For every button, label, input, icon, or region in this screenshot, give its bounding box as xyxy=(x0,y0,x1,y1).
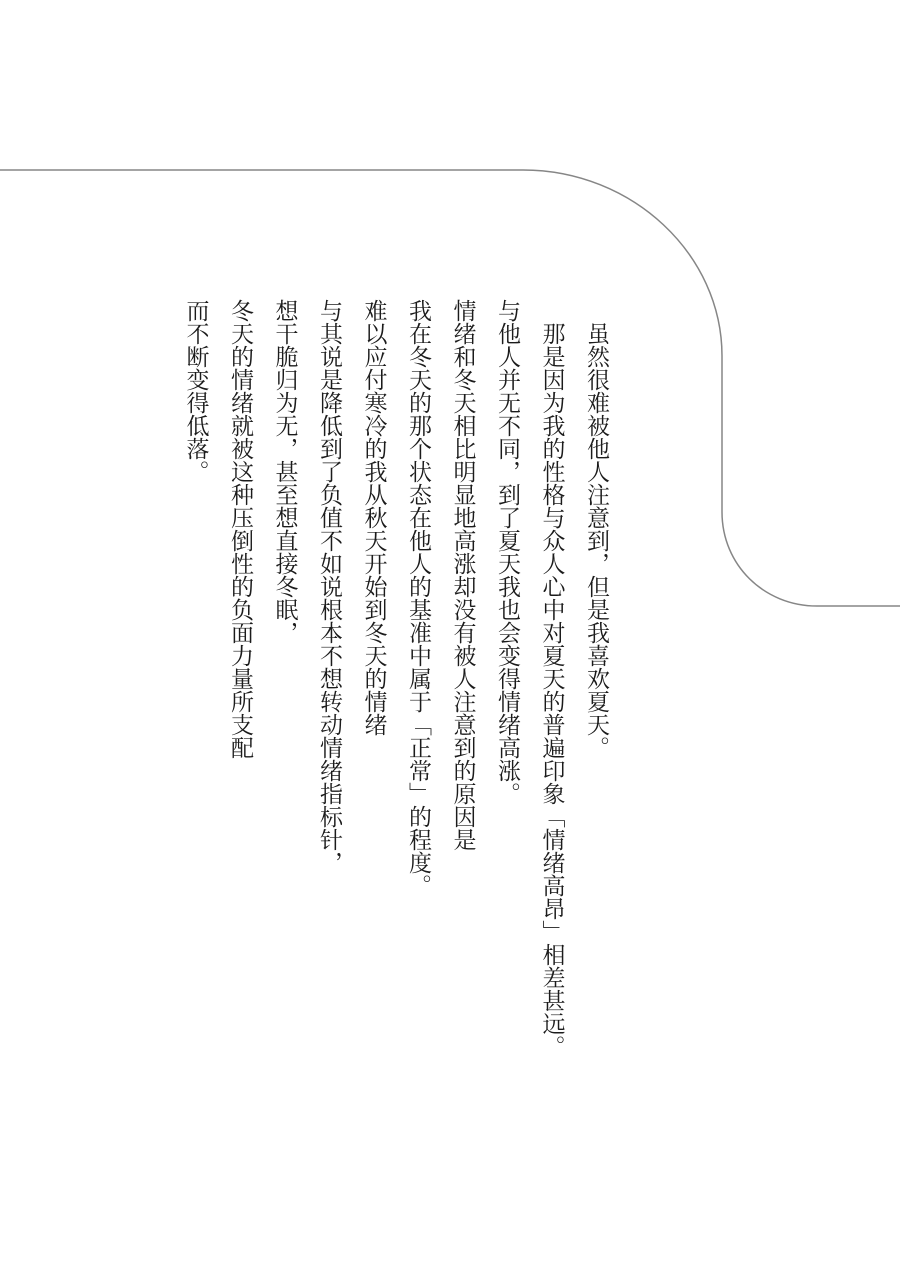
text-column-2: 那是因为我的性格与众人心中对夏天的普遍印象「情绪高昂」相差甚远。 xyxy=(539,322,565,1058)
text-column-3: 与他人并无不同，到了夏天我也会变得情绪高涨。 xyxy=(495,299,520,805)
text-column-10: 而不断变得低落。 xyxy=(183,299,209,483)
text-column-1: 虽然很难被他人注意到，但是我喜欢夏天。 xyxy=(584,322,609,759)
text-column-4: 情绪和冬天相比明显地高涨却没有被人注意到的原因是 xyxy=(450,299,476,851)
text-column-8: 想干脆归为无，甚至想直接冬眠， xyxy=(272,299,298,644)
text-column-7: 与其说是降低到了负值不如说根本不想转动情绪指标针， xyxy=(317,299,342,874)
text-column-6: 难以应付寒冷的我从秋天开始到冬天的情绪 xyxy=(361,299,387,736)
text-column-9: 冬天的情绪就被这种压倒性的负面力量所支配 xyxy=(228,299,253,759)
vertical-text-block xyxy=(173,299,618,1099)
text-column-5: 我在冬天的那个状态在他人的基准中属于「正常」的程度。 xyxy=(406,299,431,897)
